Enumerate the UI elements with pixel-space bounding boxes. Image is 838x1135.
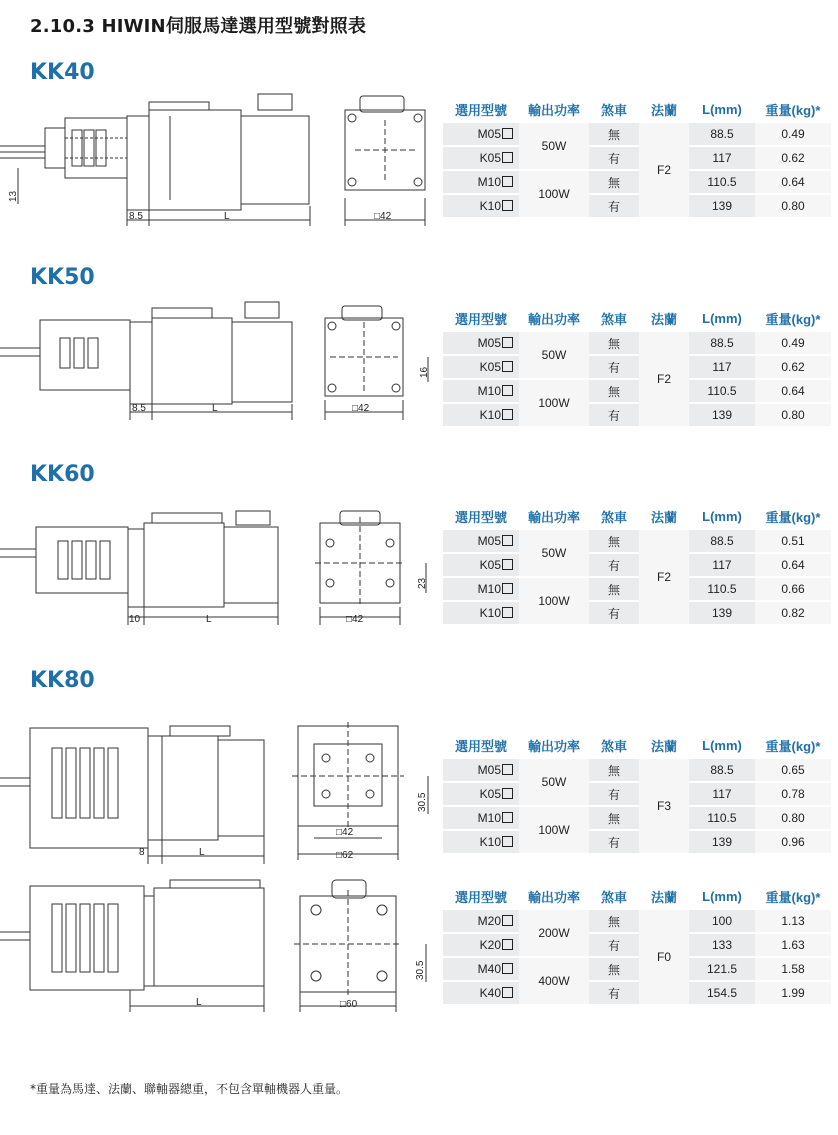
table-row bbox=[443, 332, 831, 356]
column-header: 煞車 bbox=[589, 733, 639, 759]
placeholder-box-icon bbox=[502, 176, 513, 187]
cell-brake: 有 bbox=[589, 602, 639, 626]
cell-brake: 無 bbox=[589, 958, 639, 982]
cell-len: 110.5 bbox=[689, 807, 755, 831]
placeholder-box-icon bbox=[502, 128, 513, 139]
column-header: 選用型號 bbox=[443, 97, 519, 123]
table-row bbox=[443, 807, 831, 831]
cell-wt: 0.80 bbox=[755, 195, 831, 219]
cell-len: 139 bbox=[689, 602, 755, 626]
table-row bbox=[443, 195, 831, 219]
placeholder-box-icon bbox=[502, 409, 513, 420]
table-row bbox=[443, 530, 831, 554]
cell-model: M40 bbox=[443, 958, 519, 982]
section-title-kk40: KK40 bbox=[30, 60, 95, 85]
section-title-kk60: KK60 bbox=[30, 462, 95, 487]
kk50-dim-square: □42 bbox=[352, 403, 370, 414]
cell-wt: 0.80 bbox=[755, 807, 831, 831]
cell-wt: 0.82 bbox=[755, 602, 831, 626]
column-header: L(mm) bbox=[689, 306, 755, 332]
kk80l-dim-height: 30.5 bbox=[415, 960, 426, 980]
cell-len: 133 bbox=[689, 934, 755, 958]
kk50-drawing bbox=[0, 300, 440, 428]
cell-len: 88.5 bbox=[689, 759, 755, 783]
page-title: 2.10.3 HIWIN伺服馬達選用型號對照表 bbox=[30, 16, 367, 37]
cell-len: 100 bbox=[689, 910, 755, 934]
placeholder-box-icon bbox=[502, 987, 513, 998]
column-header: 法蘭 bbox=[639, 306, 689, 332]
column-header: 法蘭 bbox=[639, 884, 689, 910]
kk40-dim-offset: 8.5 bbox=[129, 211, 143, 222]
column-header: 輸出功率 bbox=[519, 733, 589, 759]
placeholder-box-icon bbox=[502, 788, 513, 799]
cell-model: K10 bbox=[443, 195, 519, 219]
cell-model: M05 bbox=[443, 530, 519, 554]
cell-wt: 0.62 bbox=[755, 147, 831, 171]
cell-model: K10 bbox=[443, 404, 519, 428]
placeholder-box-icon bbox=[502, 200, 513, 211]
kk40-dim-length: L bbox=[224, 211, 230, 222]
placeholder-box-icon bbox=[502, 152, 513, 163]
placeholder-box-icon bbox=[502, 939, 513, 950]
cell-model: K05 bbox=[443, 554, 519, 578]
kk80l-dim-length: L bbox=[196, 997, 202, 1008]
column-header: L(mm) bbox=[689, 733, 755, 759]
cell-brake: 無 bbox=[589, 380, 639, 404]
cell-wt: 0.78 bbox=[755, 783, 831, 807]
table-row bbox=[443, 404, 831, 428]
cell-model: K05 bbox=[443, 147, 519, 171]
cell-brake: 無 bbox=[589, 530, 639, 554]
kk80-drawing bbox=[0, 718, 440, 866]
table-row bbox=[443, 602, 831, 626]
cell-power: 100W bbox=[519, 171, 589, 219]
table-row bbox=[443, 831, 831, 855]
section-title-kk80: KK80 bbox=[30, 668, 95, 693]
column-header: 煞車 bbox=[589, 306, 639, 332]
cell-brake: 有 bbox=[589, 195, 639, 219]
kk40-dim-square: □42 bbox=[374, 211, 392, 222]
table-row bbox=[443, 356, 831, 380]
cell-model: M10 bbox=[443, 380, 519, 404]
column-header: 選用型號 bbox=[443, 733, 519, 759]
placeholder-box-icon bbox=[502, 915, 513, 926]
cell-brake: 無 bbox=[589, 910, 639, 934]
cell-brake: 無 bbox=[589, 759, 639, 783]
cell-wt: 0.80 bbox=[755, 404, 831, 428]
cell-brake: 有 bbox=[589, 934, 639, 958]
cell-power: 400W bbox=[519, 958, 589, 1006]
table-row bbox=[443, 934, 831, 958]
kk60-drawing bbox=[0, 505, 440, 629]
cell-flange: F2 bbox=[639, 332, 689, 428]
kk50-dim-height: 16 bbox=[419, 366, 430, 378]
kk80-dim-length: L bbox=[199, 847, 205, 858]
kk80-spec-table bbox=[443, 733, 831, 855]
table-row bbox=[443, 171, 831, 195]
kk80-dim-offset: 8 bbox=[139, 847, 145, 858]
column-header: 煞車 bbox=[589, 504, 639, 530]
cell-brake: 無 bbox=[589, 332, 639, 356]
cell-brake: 有 bbox=[589, 982, 639, 1006]
column-header: 法蘭 bbox=[639, 733, 689, 759]
placeholder-box-icon bbox=[502, 963, 513, 974]
cell-model: K40 bbox=[443, 982, 519, 1006]
table-header-row bbox=[443, 97, 831, 123]
cell-model: M10 bbox=[443, 171, 519, 195]
cell-model: K10 bbox=[443, 602, 519, 626]
cell-model: M10 bbox=[443, 578, 519, 602]
cell-power: 50W bbox=[519, 759, 589, 807]
table-header-row bbox=[443, 504, 831, 530]
cell-brake: 無 bbox=[589, 123, 639, 147]
cell-wt: 1.63 bbox=[755, 934, 831, 958]
kk80-large-drawing bbox=[0, 870, 440, 1016]
cell-brake: 有 bbox=[589, 831, 639, 855]
cell-model: M05 bbox=[443, 332, 519, 356]
kk40-spec-table bbox=[443, 97, 831, 219]
kk80-large-spec-table bbox=[443, 884, 831, 1006]
kk60-dim-height: 23 bbox=[417, 577, 428, 589]
placeholder-box-icon bbox=[502, 559, 513, 570]
cell-len: 117 bbox=[689, 147, 755, 171]
placeholder-box-icon bbox=[502, 836, 513, 847]
cell-power: 50W bbox=[519, 123, 589, 171]
placeholder-box-icon bbox=[502, 535, 513, 546]
table-row bbox=[443, 380, 831, 404]
kk60-dim-offset: 10 bbox=[129, 614, 141, 625]
table-row bbox=[443, 958, 831, 982]
column-header: 重量(kg)* bbox=[755, 306, 831, 332]
kk60-dim-square: □42 bbox=[346, 614, 364, 625]
table-row bbox=[443, 147, 831, 171]
cell-wt: 0.64 bbox=[755, 171, 831, 195]
column-header: L(mm) bbox=[689, 97, 755, 123]
cell-wt: 0.96 bbox=[755, 831, 831, 855]
table-header-row bbox=[443, 884, 831, 910]
cell-model: M05 bbox=[443, 759, 519, 783]
cell-len: 88.5 bbox=[689, 332, 755, 356]
kk50-spec-table bbox=[443, 306, 831, 428]
kk40-drawing bbox=[0, 88, 440, 236]
cell-flange: F3 bbox=[639, 759, 689, 855]
column-header: 選用型號 bbox=[443, 306, 519, 332]
placeholder-box-icon bbox=[502, 583, 513, 594]
table-row bbox=[443, 982, 831, 1006]
cell-len: 88.5 bbox=[689, 530, 755, 554]
cell-model: K20 bbox=[443, 934, 519, 958]
cell-brake: 有 bbox=[589, 404, 639, 428]
cell-power: 50W bbox=[519, 332, 589, 380]
column-header: L(mm) bbox=[689, 504, 755, 530]
column-header: 選用型號 bbox=[443, 504, 519, 530]
cell-len: 139 bbox=[689, 195, 755, 219]
kk80-dim-square: □42 bbox=[336, 827, 354, 838]
column-header: 重量(kg)* bbox=[755, 504, 831, 530]
cell-model: M20 bbox=[443, 910, 519, 934]
cell-power: 100W bbox=[519, 807, 589, 855]
kk80l-dim-square: □60 bbox=[340, 999, 358, 1010]
table-row bbox=[443, 759, 831, 783]
kk40-dim-height: 13 bbox=[8, 190, 19, 202]
cell-len: 117 bbox=[689, 554, 755, 578]
placeholder-box-icon bbox=[502, 361, 513, 372]
cell-brake: 有 bbox=[589, 356, 639, 380]
column-header: 煞車 bbox=[589, 884, 639, 910]
cell-wt: 0.51 bbox=[755, 530, 831, 554]
column-header: 煞車 bbox=[589, 97, 639, 123]
column-header: 輸出功率 bbox=[519, 97, 589, 123]
placeholder-box-icon bbox=[502, 337, 513, 348]
cell-brake: 有 bbox=[589, 147, 639, 171]
cell-brake: 無 bbox=[589, 171, 639, 195]
placeholder-box-icon bbox=[502, 812, 513, 823]
cell-len: 117 bbox=[689, 356, 755, 380]
cell-len: 88.5 bbox=[689, 123, 755, 147]
cell-model: M05 bbox=[443, 123, 519, 147]
cell-len: 121.5 bbox=[689, 958, 755, 982]
cell-brake: 有 bbox=[589, 554, 639, 578]
column-header: 重量(kg)* bbox=[755, 97, 831, 123]
cell-brake: 無 bbox=[589, 578, 639, 602]
column-header: 輸出功率 bbox=[519, 306, 589, 332]
placeholder-box-icon bbox=[502, 764, 513, 775]
cell-power: 200W bbox=[519, 910, 589, 958]
placeholder-box-icon bbox=[502, 385, 513, 396]
cell-len: 110.5 bbox=[689, 171, 755, 195]
cell-flange: F0 bbox=[639, 910, 689, 1006]
cell-flange: F2 bbox=[639, 530, 689, 626]
column-header: 輸出功率 bbox=[519, 504, 589, 530]
kk80-dim-height: 30.5 bbox=[417, 792, 428, 812]
cell-wt: 1.13 bbox=[755, 910, 831, 934]
table-row bbox=[443, 783, 831, 807]
cell-brake: 有 bbox=[589, 783, 639, 807]
kk50-dim-offset: 8.5 bbox=[132, 403, 146, 414]
kk60-spec-table bbox=[443, 504, 831, 626]
cell-wt: 1.99 bbox=[755, 982, 831, 1006]
cell-len: 110.5 bbox=[689, 380, 755, 404]
cell-len: 139 bbox=[689, 831, 755, 855]
table-row bbox=[443, 578, 831, 602]
column-header: 輸出功率 bbox=[519, 884, 589, 910]
section-title-kk50: KK50 bbox=[30, 265, 95, 290]
kk80-dim-square2: □62 bbox=[336, 850, 354, 861]
cell-wt: 0.49 bbox=[755, 332, 831, 356]
cell-wt: 0.64 bbox=[755, 554, 831, 578]
column-header: 法蘭 bbox=[639, 97, 689, 123]
column-header: 重量(kg)* bbox=[755, 884, 831, 910]
cell-power: 100W bbox=[519, 578, 589, 626]
column-header: 重量(kg)* bbox=[755, 733, 831, 759]
kk60-dim-length: L bbox=[206, 614, 212, 625]
table-row bbox=[443, 123, 831, 147]
table-header-row bbox=[443, 306, 831, 332]
cell-model: K05 bbox=[443, 356, 519, 380]
cell-flange: F2 bbox=[639, 123, 689, 219]
column-header: L(mm) bbox=[689, 884, 755, 910]
cell-wt: 0.66 bbox=[755, 578, 831, 602]
cell-len: 154.5 bbox=[689, 982, 755, 1006]
cell-model: M10 bbox=[443, 807, 519, 831]
cell-len: 110.5 bbox=[689, 578, 755, 602]
cell-model: K10 bbox=[443, 831, 519, 855]
footnote: *重量為馬達、法蘭、聯軸器總重，不包含單軸機器人重量。 bbox=[30, 1082, 349, 1096]
cell-wt: 0.49 bbox=[755, 123, 831, 147]
cell-wt: 0.62 bbox=[755, 356, 831, 380]
column-header: 選用型號 bbox=[443, 884, 519, 910]
kk50-dim-length: L bbox=[212, 403, 218, 414]
cell-len: 139 bbox=[689, 404, 755, 428]
table-header-row bbox=[443, 733, 831, 759]
table-row bbox=[443, 910, 831, 934]
placeholder-box-icon bbox=[502, 607, 513, 618]
column-header: 法蘭 bbox=[639, 504, 689, 530]
cell-model: K05 bbox=[443, 783, 519, 807]
cell-power: 100W bbox=[519, 380, 589, 428]
cell-power: 50W bbox=[519, 530, 589, 578]
cell-wt: 0.65 bbox=[755, 759, 831, 783]
cell-wt: 1.58 bbox=[755, 958, 831, 982]
cell-len: 117 bbox=[689, 783, 755, 807]
table-row bbox=[443, 554, 831, 578]
cell-brake: 無 bbox=[589, 807, 639, 831]
cell-wt: 0.64 bbox=[755, 380, 831, 404]
